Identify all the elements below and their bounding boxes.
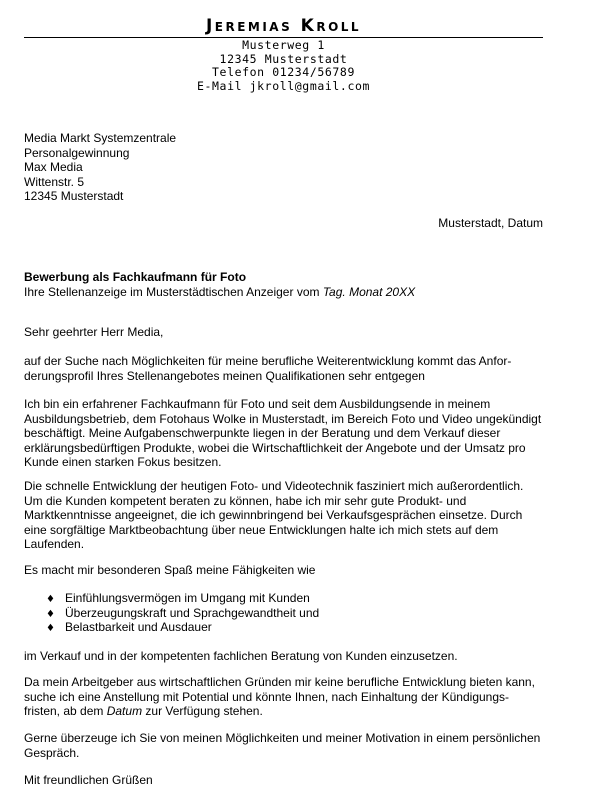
list-item: [46, 591, 319, 606]
subject-reference: [24, 285, 554, 300]
paragraph-1: [24, 354, 554, 383]
paragraph-text: fristen, ab dem: [24, 704, 107, 718]
paragraph-line: Gerne überzeuge ich Sie von meinen Möglichkeiten und meiner Motivation in einem persönlichen: [24, 731, 541, 745]
list-item-text: Überzeugungskraft und Sprachgewandtheit und: [65, 605, 320, 620]
paragraph-7: [24, 731, 554, 760]
closing: Mit freundlichen Grüßen: [24, 773, 153, 787]
subject-block: [24, 270, 554, 299]
paragraph-5: im Verkauf und in der kompetenten fachlichen Beratung von Kunden einzusetzen.: [24, 649, 458, 663]
availability-date: Datum: [106, 704, 143, 718]
paragraph-text: zur Verfügung stehen.: [142, 704, 263, 718]
place-date: Musterstadt, Datum: [438, 216, 543, 230]
paragraph-line: Laufenden.: [24, 537, 85, 551]
paragraph-line: Marktkenntnisse angeeignet, die ich gewinnbringend bei Verkaufsgesprächen einsetze. Durch: [24, 508, 523, 522]
paragraph-2: [24, 397, 554, 470]
list-item-text: Belastbarkeit und Ausdauer: [65, 620, 212, 634]
list-item: [46, 606, 319, 621]
paragraph-6: [24, 675, 554, 719]
list-item-text: Einfühlungsvermögen im Umgang mit Kunden: [65, 591, 310, 605]
paragraph-line: beschäftigt. Meine Aufgabenschwerpunkte liegen in der Beratung und dem Verkauf dieser: [24, 426, 501, 440]
recipient-line: Personalgewinnung: [24, 145, 130, 160]
subject-reference-text: Ihre Stellenanzeige im Musterstädtischen Anzeiger vom: [24, 284, 323, 299]
paragraph-line: Die schnelle Entwicklung der heutigen Foto- und Videotechnik fasziniert mich außerordentlich.: [24, 479, 524, 493]
paragraph-3: [24, 479, 554, 552]
paragraph-4: Es macht mir besonderen Spaß meine Fähigkeiten wie: [24, 563, 316, 577]
sender-street: Musterweg 1: [242, 38, 325, 52]
paragraph-line: suche ich eine Anstellung mit Potential und könnte Ihnen, nach Einhaltung der Kündigungs-: [24, 689, 510, 704]
diamond-bullet-icon: ♦: [46, 608, 55, 620]
skills-list: [46, 591, 319, 635]
diamond-bullet-icon: ♦: [46, 594, 55, 605]
paragraph-line: [24, 704, 554, 719]
list-item: [46, 620, 319, 635]
recipient-line: Media Markt Systemzentrale: [24, 131, 177, 145]
paragraph-line: Ausbildungsbetrieb, dem Fotohaus Wolke in Musterstadt, im Bereich Foto und Video ungekündigt: [24, 411, 542, 426]
sender-name: Jeremias Kroll: [205, 16, 362, 36]
sender-phone: Telefon 01234/56789: [212, 65, 355, 79]
recipient-line: Max Media: [24, 160, 83, 174]
paragraph-line: Ich bin ein erfahrener Fachkaufmann für Foto und seit dem Ausbildungsende in meinem: [24, 397, 491, 411]
paragraph-line: Da mein Arbeitgeber aus wirtschaftlichen Gründen mir keine berufliche Entwicklung bieten kann,: [24, 675, 535, 689]
paragraph-line: Gespräch.: [24, 745, 80, 760]
paragraph-line: auf der Suche nach Möglichkeiten für meine berufliche Weiterentwicklung kommt das Anfor-: [24, 354, 512, 368]
recipient-line: 12345 Musterstadt: [24, 189, 124, 203]
paragraph-line: derungsprofil Ihres Stellenangebotes meinen Qualifikationen sehr entgegen: [24, 368, 425, 383]
sender-address-block: [0, 39, 567, 93]
sender-email: E-Mail jkroll@gmail.com: [196, 78, 371, 93]
paragraph-line: Um die Kunden kompetent beraten zu können, habe ich mir sehr gute Produkt- und: [24, 493, 467, 508]
diamond-bullet-icon: ♦: [46, 623, 55, 634]
subject-title: Bewerbung als Fachkaufmann für Foto: [24, 270, 247, 284]
sender-city: 12345 Musterstadt: [219, 51, 348, 66]
paragraph-line: erklärungsbedürftigen Produkte, wobei die Wirtschaftlichkeit der Angebote und der Umsatz pro: [24, 440, 526, 455]
recipient-address-block: [24, 131, 176, 204]
paragraph-line: Kunde einen starken Fokus besitzen.: [24, 455, 222, 469]
paragraph-line: eine sorgfältige Marktbeobachtung über neue Entwicklungen halte ich mich stets auf dem: [24, 522, 499, 537]
salutation: Sehr geehrter Herr Media,: [24, 325, 164, 339]
subject-reference-date: Tag. Monat 20XX: [322, 284, 416, 299]
recipient-line: Wittenstr. 5: [24, 174, 85, 189]
